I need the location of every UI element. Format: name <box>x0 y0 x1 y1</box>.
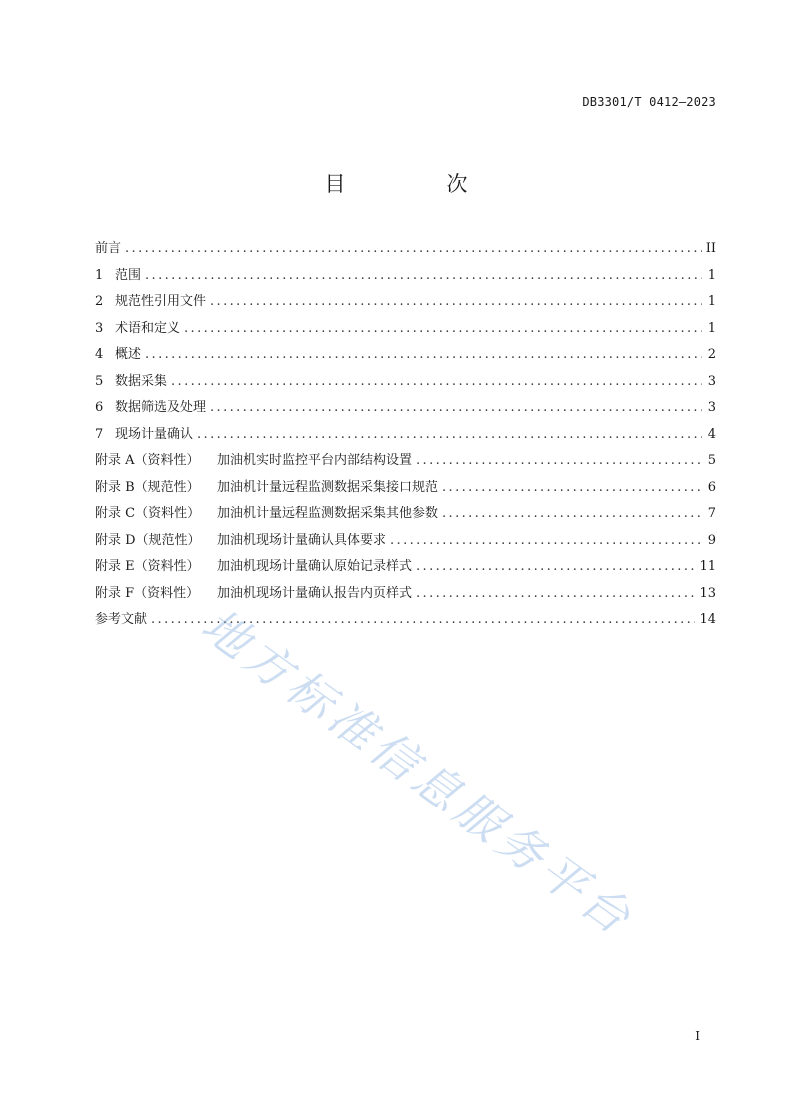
toc-entry-label <box>95 529 386 548</box>
toc-entry-appendix-code: 附录 C（资料性） <box>95 506 201 521</box>
toc-entry-page: 2 <box>707 347 716 362</box>
toc-leader-dots <box>442 506 702 521</box>
toc-entry-page: 6 <box>707 479 716 495</box>
toc-entry[interactable] <box>95 317 716 344</box>
toc-entry-number: 2 <box>95 294 104 309</box>
toc-entry-page: 3 <box>707 373 716 389</box>
toc-entry-label <box>95 237 121 256</box>
toc-entry-page: 1 <box>707 320 716 336</box>
toc-entry-page: 11 <box>699 559 716 574</box>
toc-entry-title: 概述 <box>115 347 142 362</box>
toc-entry-title: 规范性引用文件 <box>115 294 207 309</box>
toc-entry-label <box>95 290 206 309</box>
toc-entry-label <box>95 317 180 336</box>
toc-entry-title: 现场计量确认 <box>115 426 194 442</box>
toc-leader-dots <box>416 453 702 468</box>
table-of-contents <box>95 237 716 635</box>
toc-entry-page: 1 <box>707 294 716 309</box>
toc-entry-title: 加油机计量远程监测数据采集接口规范 <box>217 479 439 495</box>
toc-entry-number: 7 <box>95 426 104 442</box>
toc-entry-page: 14 <box>699 612 716 627</box>
toc-entry-number: 1 <box>95 267 104 283</box>
toc-entry[interactable] <box>95 555 716 582</box>
toc-entry[interactable] <box>95 290 716 317</box>
toc-entry-page: 3 <box>707 400 716 415</box>
toc-entry-label <box>95 502 438 521</box>
toc-leader-dots <box>145 347 702 362</box>
toc-entry[interactable] <box>95 396 716 423</box>
toc-entry[interactable] <box>95 264 716 291</box>
toc-entry-page: 13 <box>699 585 716 601</box>
toc-entry-label <box>95 608 147 627</box>
toc-entry-number: 4 <box>95 347 104 362</box>
toc-entry-label <box>95 449 412 468</box>
toc-leader-dots <box>197 427 702 442</box>
toc-entry[interactable] <box>95 449 716 476</box>
toc-entry-label <box>95 423 193 442</box>
toc-leader-dots <box>125 241 702 256</box>
toc-entry-label <box>95 343 141 362</box>
toc-entry-number: 3 <box>95 320 104 336</box>
toc-entry-page: 4 <box>707 426 716 442</box>
toc-leader-dots <box>210 294 702 309</box>
toc-entry[interactable] <box>95 608 716 635</box>
toc-entry[interactable] <box>95 502 716 529</box>
toc-entry[interactable] <box>95 343 716 370</box>
toc-leader-dots <box>171 374 702 389</box>
toc-entry-page: 7 <box>707 506 716 521</box>
toc-entry-number: 6 <box>95 400 104 415</box>
toc-entry-title: 加油机现场计量确认具体要求 <box>217 532 387 548</box>
toc-entry-appendix-code: 附录 F（资料性） <box>95 585 200 601</box>
toc-entry-label <box>95 582 412 601</box>
document-code: DB3301/T 0412—2023 <box>582 95 716 109</box>
toc-entry-number: 5 <box>95 373 104 389</box>
toc-entry[interactable] <box>95 423 716 450</box>
toc-entry[interactable] <box>95 237 716 264</box>
toc-entry-label <box>95 555 412 574</box>
toc-leader-dots <box>184 321 702 336</box>
toc-entry-title: 加油机实时监控平台内部结构设置 <box>217 453 413 468</box>
toc-entry-appendix-code: 附录 E（资料性） <box>95 559 200 574</box>
toc-leader-dots <box>390 533 702 548</box>
toc-entry[interactable] <box>95 370 716 397</box>
toc-entry-title: 参考文献 <box>95 612 148 627</box>
toc-entry-label <box>95 370 167 389</box>
toc-entry-page: 9 <box>707 532 716 548</box>
toc-entry[interactable] <box>95 582 716 609</box>
toc-entry-title: 前言 <box>95 241 122 256</box>
toc-entry-title: 数据采集 <box>115 373 168 389</box>
toc-entry-page: 5 <box>707 453 716 468</box>
toc-entry[interactable] <box>95 476 716 503</box>
toc-entry-title: 加油机现场计量确认原始记录样式 <box>217 559 413 574</box>
toc-entry-title: 加油机计量远程监测数据采集其他参数 <box>217 506 439 521</box>
toc-entry-page: II <box>705 241 716 256</box>
page-number: I <box>695 1029 700 1043</box>
toc-entry-title: 术语和定义 <box>115 320 181 336</box>
toc-entry-page: 1 <box>707 267 716 283</box>
toc-entry-title: 范围 <box>115 267 142 283</box>
toc-leader-dots <box>442 480 702 495</box>
toc-entry[interactable] <box>95 529 716 556</box>
toc-leader-dots <box>416 586 695 601</box>
toc-entry-label <box>95 396 206 415</box>
toc-leader-dots <box>145 268 702 283</box>
toc-entry-appendix-code: 附录 D（规范性） <box>95 532 201 548</box>
watermark: 地方标准信息服务平台 <box>192 597 645 948</box>
toc-entry-title: 数据筛选及处理 <box>115 400 207 415</box>
toc-entry-title: 加油机现场计量确认报告内页样式 <box>217 585 413 601</box>
toc-entry-appendix-code: 附录 A（资料性） <box>95 453 200 468</box>
toc-entry-label <box>95 264 141 283</box>
toc-leader-dots <box>210 400 702 415</box>
toc-title: 目 次 <box>324 172 508 196</box>
toc-entry-appendix-code: 附录 B（规范性） <box>95 479 200 495</box>
toc-leader-dots <box>416 559 695 574</box>
toc-entry-label <box>95 476 438 495</box>
